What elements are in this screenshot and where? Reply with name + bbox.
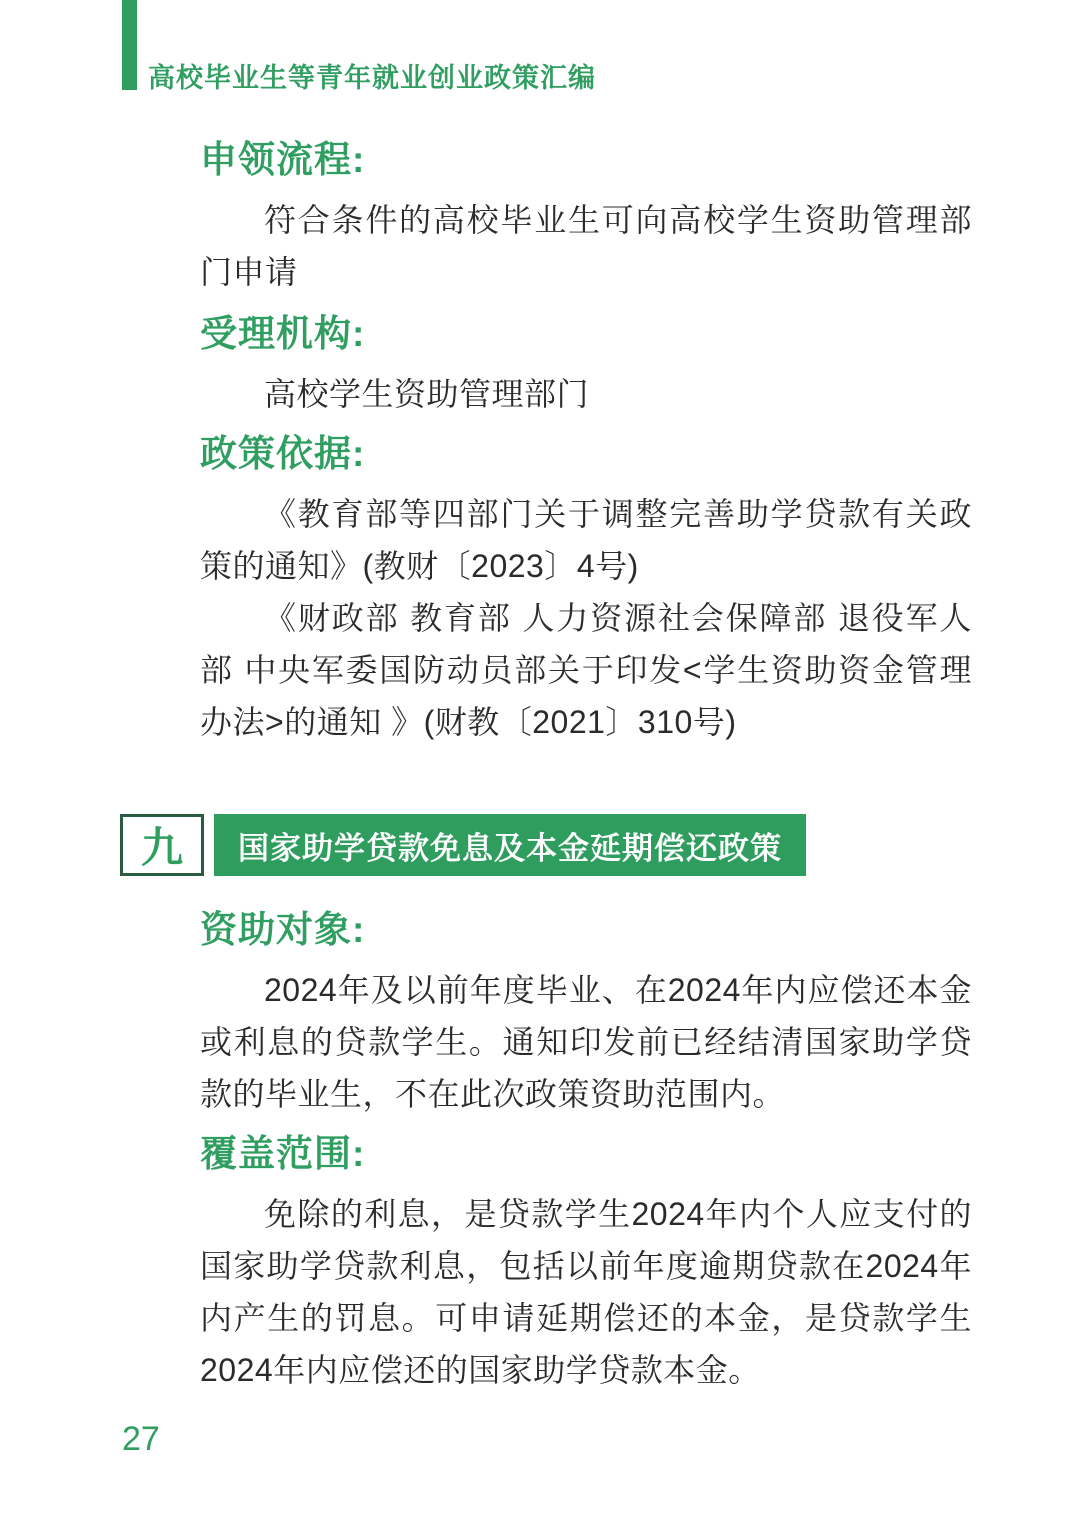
section-paragraph: 免除的利息，是贷款学生2024年内个人应支付的国家助学贷款利息，包括以前年度逾期贷款在2024年内产生的罚息。可申请延期偿还的本金，是贷款学生2024年内应偿还的国家助学贷款本金。 <box>200 1196 972 1388</box>
page-number: 27 <box>122 1420 160 1458</box>
section-paragraph: 高校学生资助管理部门 <box>264 376 590 412</box>
section-title: 国家助学贷款免息及本金延期偿还政策 <box>238 830 782 866</box>
section-application-process <box>200 138 972 298</box>
section-accepting-agency <box>200 312 972 420</box>
page-content <box>140 138 972 1396</box>
booklet-title: 高校毕业生等青年就业创业政策汇编 <box>148 63 596 93</box>
section-funding-target <box>200 908 972 1120</box>
section-paragraph: 符合条件的高校毕业生可向高校学生资助管理部门申请 <box>200 202 972 290</box>
section-heading: 政策依据: <box>200 433 366 474</box>
header-accent-bar <box>122 0 137 90</box>
section-heading: 资助对象: <box>200 909 366 950</box>
policy-section-banner <box>120 814 972 876</box>
section-heading: 申领流程: <box>200 139 366 180</box>
section-number-box <box>120 814 204 876</box>
policy-reference: 《教育部等四部门关于调整完善助学贷款有关政策的通知》(教财〔2023〕4号) <box>200 496 972 584</box>
section-heading: 覆盖范围: <box>200 1133 366 1174</box>
section-coverage-scope <box>200 1132 972 1396</box>
section-paragraph: 2024年及以前年度毕业、在2024年内应偿还本金或利息的贷款学生。通知印发前已经结清国家助学贷款的毕业生，不在此次政策资助范围内。 <box>200 972 972 1112</box>
section-policy-basis <box>200 432 972 748</box>
section-title-bar <box>214 814 806 876</box>
section-number: 九 <box>140 824 183 871</box>
policy-reference: 《财政部 教育部 人力资源社会保障部 退役军人部 中央军委国防动员部关于印发<学生资助资金管理办法>的通知 》(财教〔2021〕310号) <box>200 600 972 740</box>
section-heading: 受理机构: <box>200 313 366 354</box>
